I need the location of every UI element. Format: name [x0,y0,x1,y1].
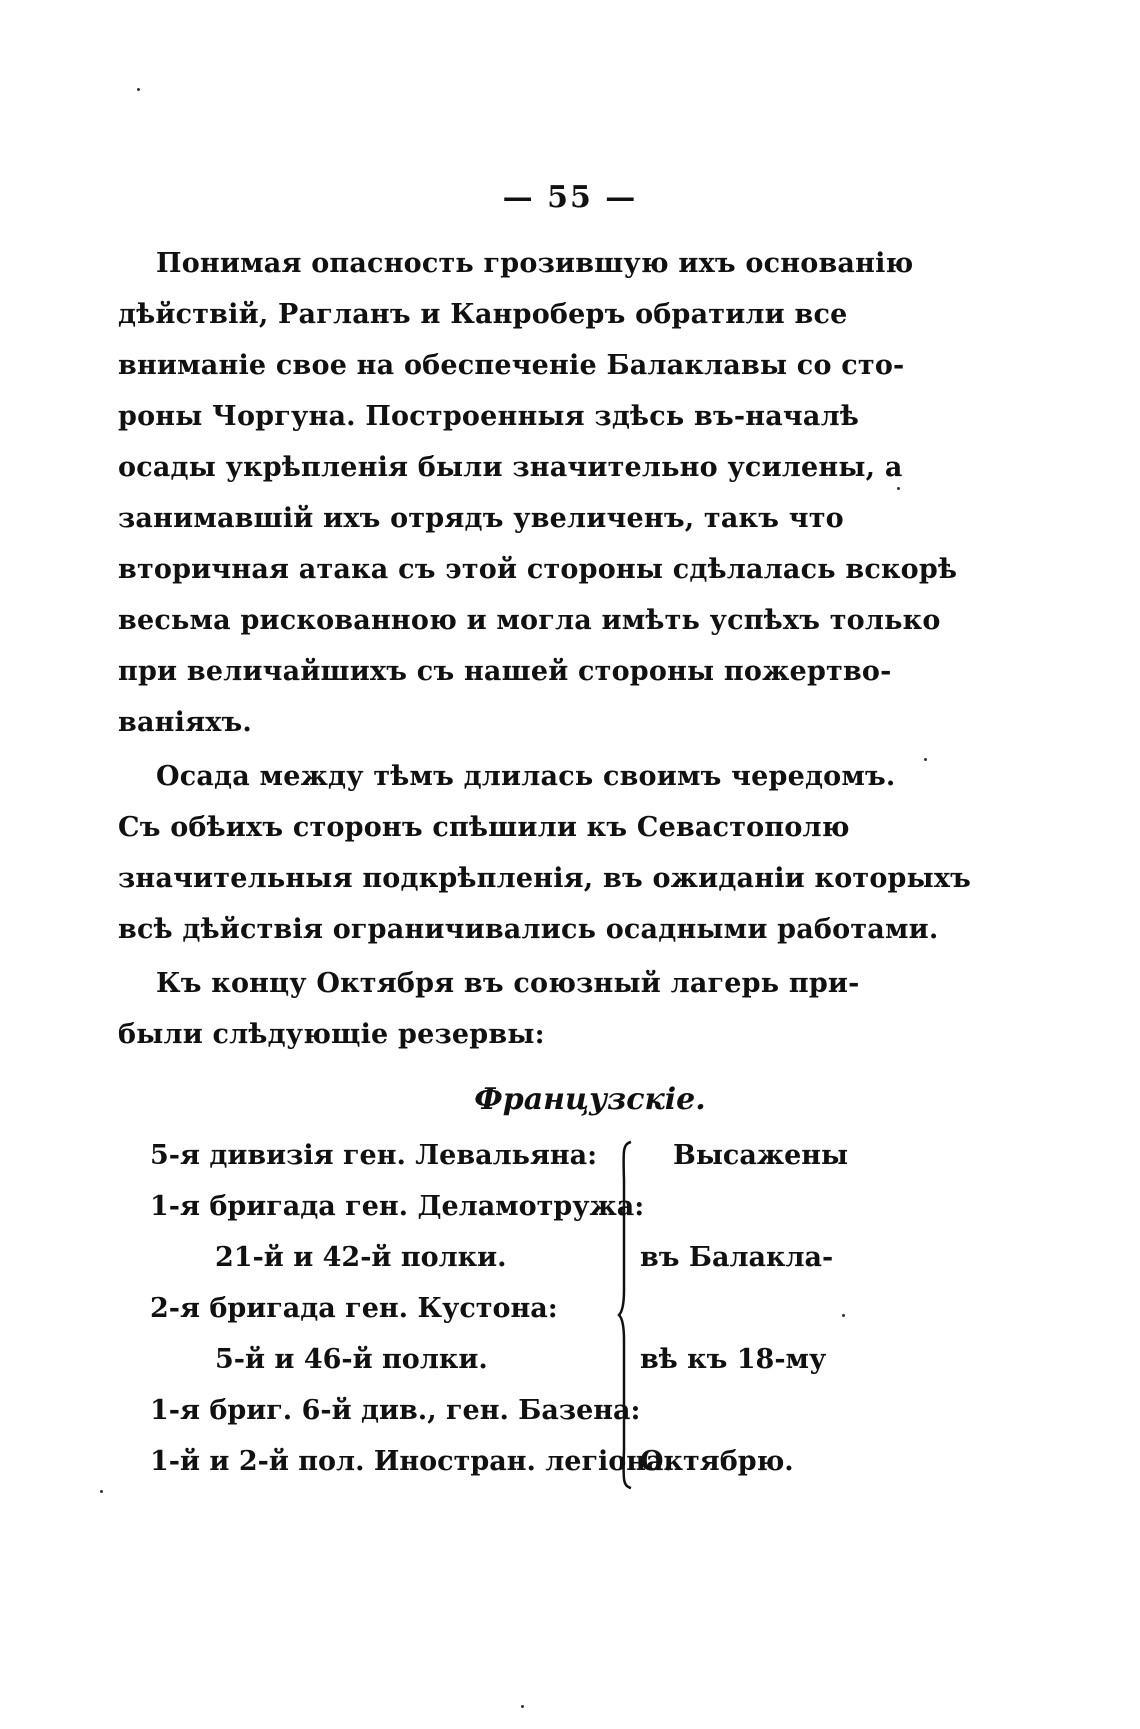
text-line: Понимая опасность грозившую ихъ основанію [156,248,914,279]
table-cell-right: вѣ къ 18-му [640,1344,827,1375]
text-line: при величайшихъ съ нашей стороны пожертво- [118,656,892,687]
print-speck [521,1705,524,1708]
text-line: занимавшій ихъ отрядъ увеличенъ, такъ что [118,503,844,534]
table-row [150,1334,830,1385]
table-row [150,1436,830,1487]
table-cell-right: въ Балакла- [640,1242,834,1273]
body-text [118,238,972,1060]
print-speck [897,487,900,490]
table-row [150,1232,834,1283]
text-line: осады укрѣпленія были значительно усилены, а [118,452,903,483]
table-row [150,1283,830,1334]
table-cell-left: 5-й и 46-й полки. [215,1344,488,1375]
print-speck [100,1490,103,1493]
text-line: вторичная атака съ этой стороны сдѣлалась вскорѣ [118,554,958,585]
text-line: значительныя подкрѣпленія, въ ожиданіи которыхъ [118,863,972,894]
text-line: Съ обѣихъ сторонъ спѣшили къ Севастополю [118,812,850,843]
reserves-table [150,1130,849,1487]
table-row [150,1385,830,1436]
table-cell-left: 5-я дивизія ген. Левальяна: [150,1140,598,1171]
text-line: всѣ дѣйствія ограничивались осадными работами. [118,914,939,945]
section-title: Французскіе. [474,1082,706,1117]
print-speck [924,758,927,761]
text-line: весьма рискованною и могла имѣть успѣхъ только [118,605,941,636]
text-line: роны Чоргуна. Построенныя здѣсь въ-началѣ [118,401,860,432]
text-line: вниманіе свое на обеспеченіе Балаклавы со сто- [118,350,905,381]
table-row [150,1181,830,1232]
table-cell-left: 1-й и 2-й пол. Иностран. легіона. [150,1446,673,1477]
table-row [150,1130,849,1181]
table-cell-left: 2-я бригада ген. Кустона: [150,1293,558,1324]
print-speck [842,1314,845,1317]
page-number-header: — 55 — [502,180,638,215]
table-cell-left: 1-я бриг. 6-й див., ген. Базена: [150,1395,641,1426]
table-cell-right: Октябрю. [640,1446,794,1477]
text-line: были слѣдующіе резервы: [118,1019,545,1050]
text-line: дѣйствій, Рагланъ и Канроберъ обратили все [118,299,848,330]
text-line: Осада между тѣмъ длилась своимъ чередомъ. [156,761,896,792]
table-cell-right: Высажены [673,1140,849,1171]
print-speck [137,88,140,91]
table-cell-left: 21-й и 42-й полки. [215,1242,507,1273]
text-line: ваніяхъ. [118,707,253,738]
table-cell-left: 1-я бригада ген. Деламотружа: [150,1191,645,1222]
curly-brace-divider [617,1140,637,1490]
text-line: Къ концу Октября въ союзный лагерь при- [156,968,860,999]
